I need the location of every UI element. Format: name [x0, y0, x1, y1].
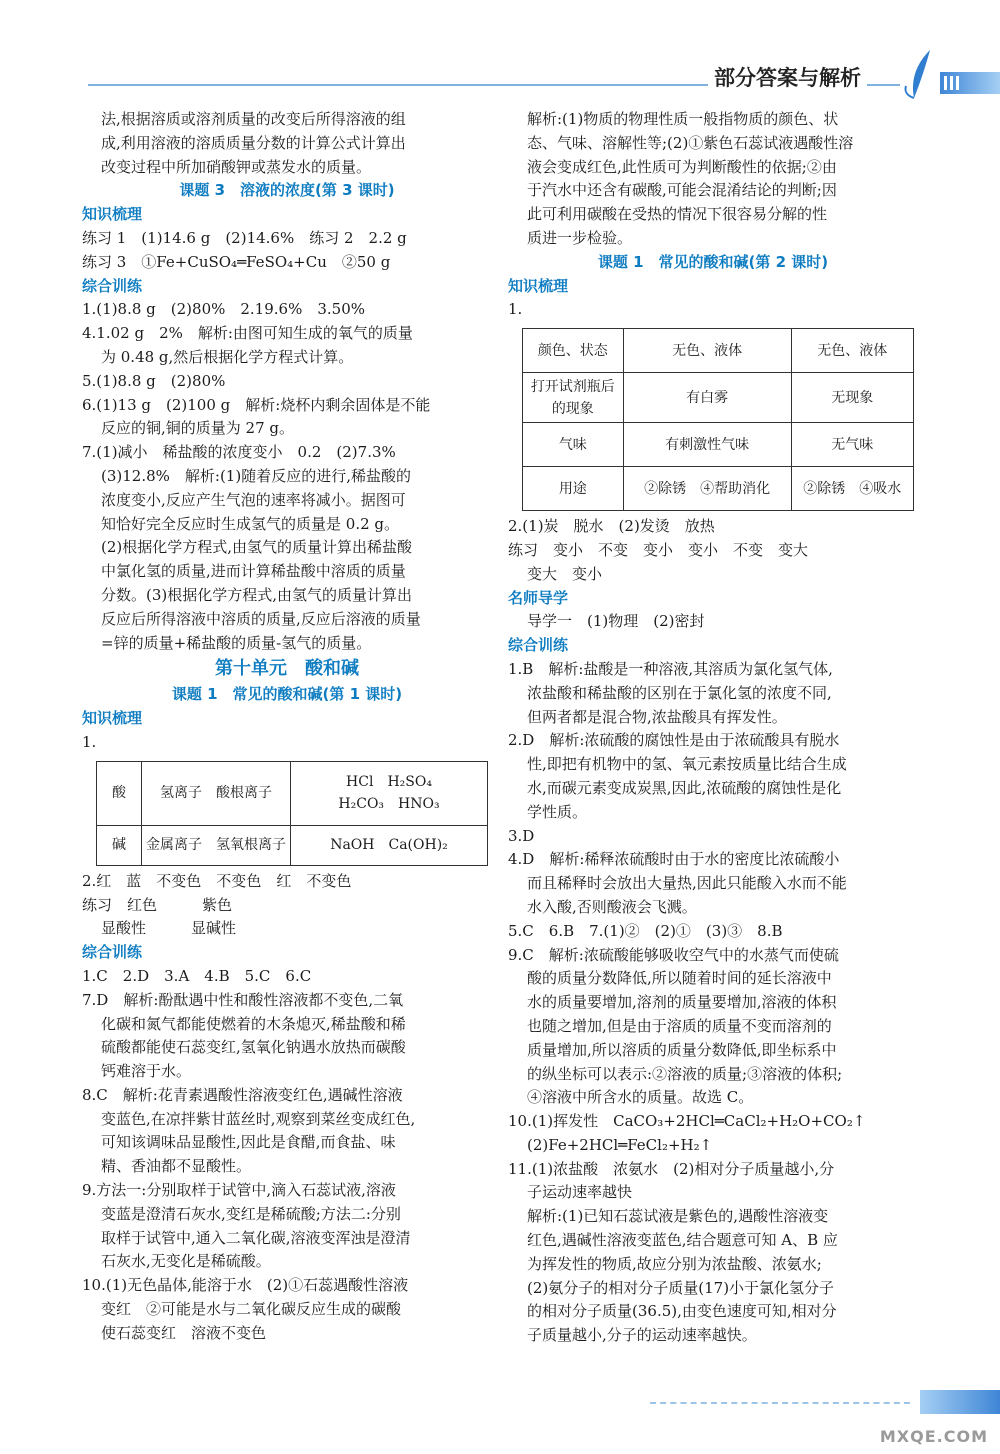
right-line-b-12: 学性质。 — [527, 802, 588, 821]
table-row — [523, 467, 914, 511]
right-line-b-0: 2.(1)炭 脱水 (2)发烫 放热 — [508, 517, 715, 536]
left-line-b-10: 变蓝色,在凉拌紫甘蓝丝时,观察到菜丝变成红色, — [101, 1109, 416, 1128]
right-line-b-24: ④溶液中所含水的质量。故选 C。 — [527, 1088, 754, 1107]
right-column — [508, 108, 918, 1348]
right-line-b-6: 1.B 解析:盐酸是一种溶液,其溶质为氯化氢气体, — [508, 659, 833, 678]
table-cell: 用途 — [523, 467, 624, 511]
page-header — [0, 58, 1000, 108]
right-line-5: 质进一步检验。 — [527, 228, 633, 247]
left-line-10: 为 0.48 g,然后根据化学方程式计算。 — [101, 347, 354, 366]
table-cell: 酸 — [97, 761, 142, 825]
right-line-b-23: 的纵坐标可以表示:②溶液的质量;③溶液的体积; — [527, 1064, 843, 1083]
left-line-18: (2)根据化学方程式,由氢气的质量计算出稀盐酸 — [101, 538, 413, 557]
left-line-7: 综合训练 — [82, 276, 143, 295]
footer-accent-bar — [920, 1390, 1000, 1414]
table-cell — [291, 761, 488, 825]
left-line-16: 浓度变小,反应产生气泡的速率将减小。据图可 — [101, 490, 406, 509]
left-line-b-19: 使石蕊变红 溶液不变色 — [101, 1323, 267, 1342]
right-line-b-14: 4.D 解析:稀释浓硫酸时由于水的密度比浓硫酸小 — [508, 850, 840, 869]
left-line-3: 课题 3 溶液的浓度(第 3 课时) — [179, 181, 395, 200]
left-line-9: 4.1.02 g 2% 解析:由图可知生成的氧气的质量 — [82, 324, 413, 343]
header-accent-bar — [940, 72, 1000, 94]
left-line-b-13: 9.方法一:分别取样于试管中,滴入石蕊试液,溶液 — [82, 1181, 396, 1200]
right-line-b-20: 水的质量要增加,溶剂的质量要增加,溶液的体积 — [527, 993, 837, 1012]
acid-properties-table — [522, 328, 914, 511]
left-line-b-6: 化碳和氮气都能使燃着的木条熄灭,稀盐酸和稀 — [101, 1014, 406, 1033]
right-line-1: 态、气味、溶解性等;(2)①紫色石蕊试液遇酸性溶 — [527, 133, 854, 152]
right-line-b-34: 子质量越小,分子的运动速率越快。 — [527, 1326, 757, 1345]
left-line-b-7: 硫酸都能使石蕊变红,氢氧化钠遇水放热而碳酸 — [101, 1038, 406, 1057]
left-line-21: 反应后所得溶液中溶质的质量,反应后溶液的质量 — [101, 609, 421, 628]
table-cell: 有白雾 — [623, 373, 791, 423]
right-line-b-32: (2)氨分子的相对分子质量(17)小于氯化氢分子 — [527, 1278, 835, 1297]
table-cell: 无色、液体 — [623, 329, 791, 373]
left-line-4: 知识梳理 — [82, 205, 143, 224]
right-line-2: 液会变成红色,此性质可为判断酸性的依据;②由 — [527, 157, 837, 176]
right-line-b-17: 5.C 6.B 7.(1)② (2)① (3)③ 8.B — [508, 921, 783, 940]
left-line-b-8: 钙难溶于水。 — [101, 1062, 192, 1081]
right-line-b-31: 为挥发性的物质,故应分别为浓盐酸、浓氨水; — [527, 1254, 822, 1273]
table-row — [523, 329, 914, 373]
right-line-b-11: 水,而碳元素变成炭黑,因此,浓硫酸的腐蚀性是化 — [527, 778, 842, 797]
table-cell: 碱 — [97, 825, 142, 865]
table-cell: ②除锈 ④吸水 — [791, 467, 913, 511]
left-line-17: 知恰好完全反应时生成氢气的质量是 0.2 g。 — [101, 514, 399, 533]
left-line-20: 分数。(3)根据化学方程式,由氢气的质量计算出 — [101, 585, 413, 604]
right-line-b-3: 名师导学 — [508, 588, 569, 607]
left-line-6: 练习 3 ①Fe+CuSO₄═FeSO₄+Cu ②50 g — [82, 252, 391, 271]
right-line-b-5: 综合训练 — [508, 636, 569, 655]
left-line-b-5: 7.D 解析:酚酞遇中性和酸性溶液都不变色,二氧 — [82, 990, 404, 1009]
left-line-b-4: 1.C 2.D 3.A 4.B 5.C 6.C — [82, 966, 312, 985]
left-line-8: 1.(1)8.8 g (2)80% 2.19.6% 3.50% — [82, 300, 365, 319]
right-line-b-2: 变大 变小 — [527, 564, 603, 583]
left-line-26: 1. — [82, 732, 97, 751]
right-line-b-28: 子运动速率越快 — [527, 1183, 633, 1202]
table-cell — [291, 825, 488, 865]
left-line-13: 反应的铜,铜的质量为 27 g。 — [101, 419, 294, 438]
right-line-b-25: 10.(1)挥发性 CaCO₃+2HCl═CaCl₂+H₂O+CO₂↑ — [508, 1112, 866, 1131]
left-line-b-9: 8.C 解析:花青素遇酸性溶液变红色,遇碱性溶液 — [82, 1085, 403, 1104]
right-line-b-10: 性,即把有机物中的氢、氧元素按质量比结合生成 — [527, 755, 847, 774]
table-row — [97, 825, 488, 865]
left-line-b-0: 2.红 蓝 不变色 不变色 红 不变色 — [82, 871, 352, 890]
left-line-11: 5.(1)8.8 g (2)80% — [82, 371, 226, 390]
left-line-14: 7.(1)减小 稀盐酸的浓度变小 0.2 (2)7.3% — [82, 443, 396, 462]
right-line-b-4: 导学一 (1)物理 (2)密封 — [527, 612, 705, 631]
right-line-b-9: 2.D 解析:浓硫酸的腐蚀性是由于浓硫酸具有脱水 — [508, 731, 840, 750]
left-line-b-18: 变红 ②可能是水与二氧化碳反应生成的碳酸 — [101, 1300, 402, 1319]
right-line-b-1: 练习 变小 不变 变小 变小 不变 变大 — [508, 540, 809, 559]
right-line-b-22: 质量增加,所以溶质的质量分数降低,即坐标系中 — [527, 1040, 837, 1059]
table-cell: 颜色、状态 — [523, 329, 624, 373]
left-line-b-11: 可知该调味品显酸性,因此是食醋,而食盐、味 — [101, 1133, 396, 1152]
left-line-22: =锌的质量+稀盐酸的质量-氢气的质量。 — [101, 633, 372, 652]
left-line-b-3: 综合训练 — [82, 943, 143, 962]
table-cell: ②除锈 ④帮助消化 — [623, 467, 791, 511]
table-cell: 无现象 — [791, 373, 913, 423]
page-title: 部分答案与解析 — [708, 62, 867, 92]
table-cell: 有刺激性气味 — [623, 423, 791, 467]
left-line-19: 中氯化氢的质量,进而计算稀盐酸中溶质的质量 — [101, 562, 406, 581]
right-line-b-29: 解析:(1)已知石蕊试液是紫色的,遇酸性溶液变 — [527, 1207, 829, 1226]
table-row — [523, 373, 914, 423]
table-row — [97, 761, 488, 825]
left-column — [82, 108, 492, 1346]
acid-base-table — [96, 761, 488, 866]
watermark: MXQE.COM — [879, 1427, 988, 1446]
right-line-0: 解析:(1)物质的物理性质一般指物质的颜色、状 — [527, 110, 839, 128]
left-line-b-2: 显酸性 显碱性 — [101, 919, 237, 938]
left-line-23: 第十单元 酸和碱 — [215, 658, 359, 680]
left-line-1: 成,利用溶液的溶质质量分数的计算公式计算出 — [101, 133, 406, 152]
left-line-b-16: 石灰水,无变化是稀硫酸。 — [101, 1252, 271, 1271]
table-cell: 无色、液体 — [791, 329, 913, 373]
left-line-b-12: 精、香油都不显酸性。 — [101, 1157, 252, 1176]
table-row — [523, 423, 914, 467]
right-line-b-19: 酸的质量分数降低,所以随着时间的延长溶液中 — [527, 969, 832, 988]
right-line-b-26: (2)Fe+2HCl═FeCl₂+H₂↑ — [527, 1135, 713, 1154]
left-line-0: 法,根据溶质或溶剂质量的改变后所得溶液的组 — [101, 110, 406, 128]
formula-line: H₂CO₃ HNO₃ — [338, 796, 440, 813]
right-line-b-16: 水入酸,否则酸液会飞溅。 — [527, 897, 697, 916]
right-line-b-21: 也随之增加,但是由于溶质的质量不变而溶剂的 — [527, 1016, 832, 1035]
left-line-24: 课题 1 常见的酸和碱(第 1 课时) — [171, 685, 403, 704]
right-line-b-7: 浓盐酸和稀盐酸的区别在于氯化氢的浓度不同, — [527, 683, 832, 702]
table-cell: 无气味 — [791, 423, 913, 467]
table-cell: 打开试剂瓶后的现象 — [523, 373, 624, 423]
formula-line: NaOH Ca(OH)₂ — [330, 837, 448, 854]
right-line-b-15: 而且稀释时会放出大量热,因此只能酸入水而不能 — [527, 874, 847, 893]
table-cell: 金属离子 氢氧根离子 — [142, 825, 291, 865]
table-cell: 氢离子 酸根离子 — [142, 761, 291, 825]
right-line-8: 1. — [508, 300, 523, 319]
left-line-25: 知识梳理 — [82, 709, 143, 728]
right-line-b-13: 3.D — [508, 826, 535, 845]
right-line-b-33: 的相对分子质量(36.5),由变色速度可知,相对分 — [527, 1302, 837, 1321]
footer-rule — [650, 1402, 910, 1404]
right-line-7: 知识梳理 — [508, 276, 569, 295]
formula-line: HCl H₂SO₄ — [346, 774, 432, 791]
left-line-b-1: 练习 红色 紫色 — [82, 895, 233, 914]
table-cell: 气味 — [523, 423, 624, 467]
right-line-6: 课题 1 常见的酸和碱(第 2 课时) — [597, 252, 829, 271]
left-line-5: 练习 1 (1)14.6 g (2)14.6% 练习 2 2.2 g — [82, 228, 407, 247]
left-line-15: (3)12.8% 解析:(1)随着反应的进行,稀盐酸的 — [101, 466, 411, 485]
left-line-b-17: 10.(1)无色晶体,能溶于水 (2)①石蕊遇酸性溶液 — [82, 1276, 409, 1295]
right-line-4: 此可利用碳酸在受热的情况下很容易分解的性 — [527, 205, 828, 224]
right-line-3: 于汽水中还含有碳酸,可能会混淆结论的判断;因 — [527, 181, 837, 200]
left-line-2: 改变过程中所加硝酸钾或蒸发水的质量。 — [101, 157, 372, 176]
right-line-b-30: 红色,遇碱性溶液变蓝色,结合题意可知 A、B 应 — [527, 1231, 838, 1250]
quill-icon — [900, 48, 944, 104]
right-line-b-8: 但两者都是混合物,浓盐酸具有挥发性。 — [527, 707, 787, 726]
right-line-b-27: 11.(1)浓盐酸 浓氨水 (2)相对分子质量越小,分 — [508, 1159, 835, 1178]
right-line-b-18: 9.C 解析:浓硫酸能够吸收空气中的水蒸气而使硫 — [508, 945, 839, 964]
left-line-12: 6.(1)13 g (2)100 g 解析:烧杯内剩余固体是不能 — [82, 395, 431, 414]
left-line-b-14: 变蓝是澄清石灰水,变红是稀硫酸;方法二:分别 — [101, 1204, 401, 1223]
left-line-b-15: 取样于试管中,通入二氧化碳,溶液变浑浊是澄清 — [101, 1228, 411, 1247]
